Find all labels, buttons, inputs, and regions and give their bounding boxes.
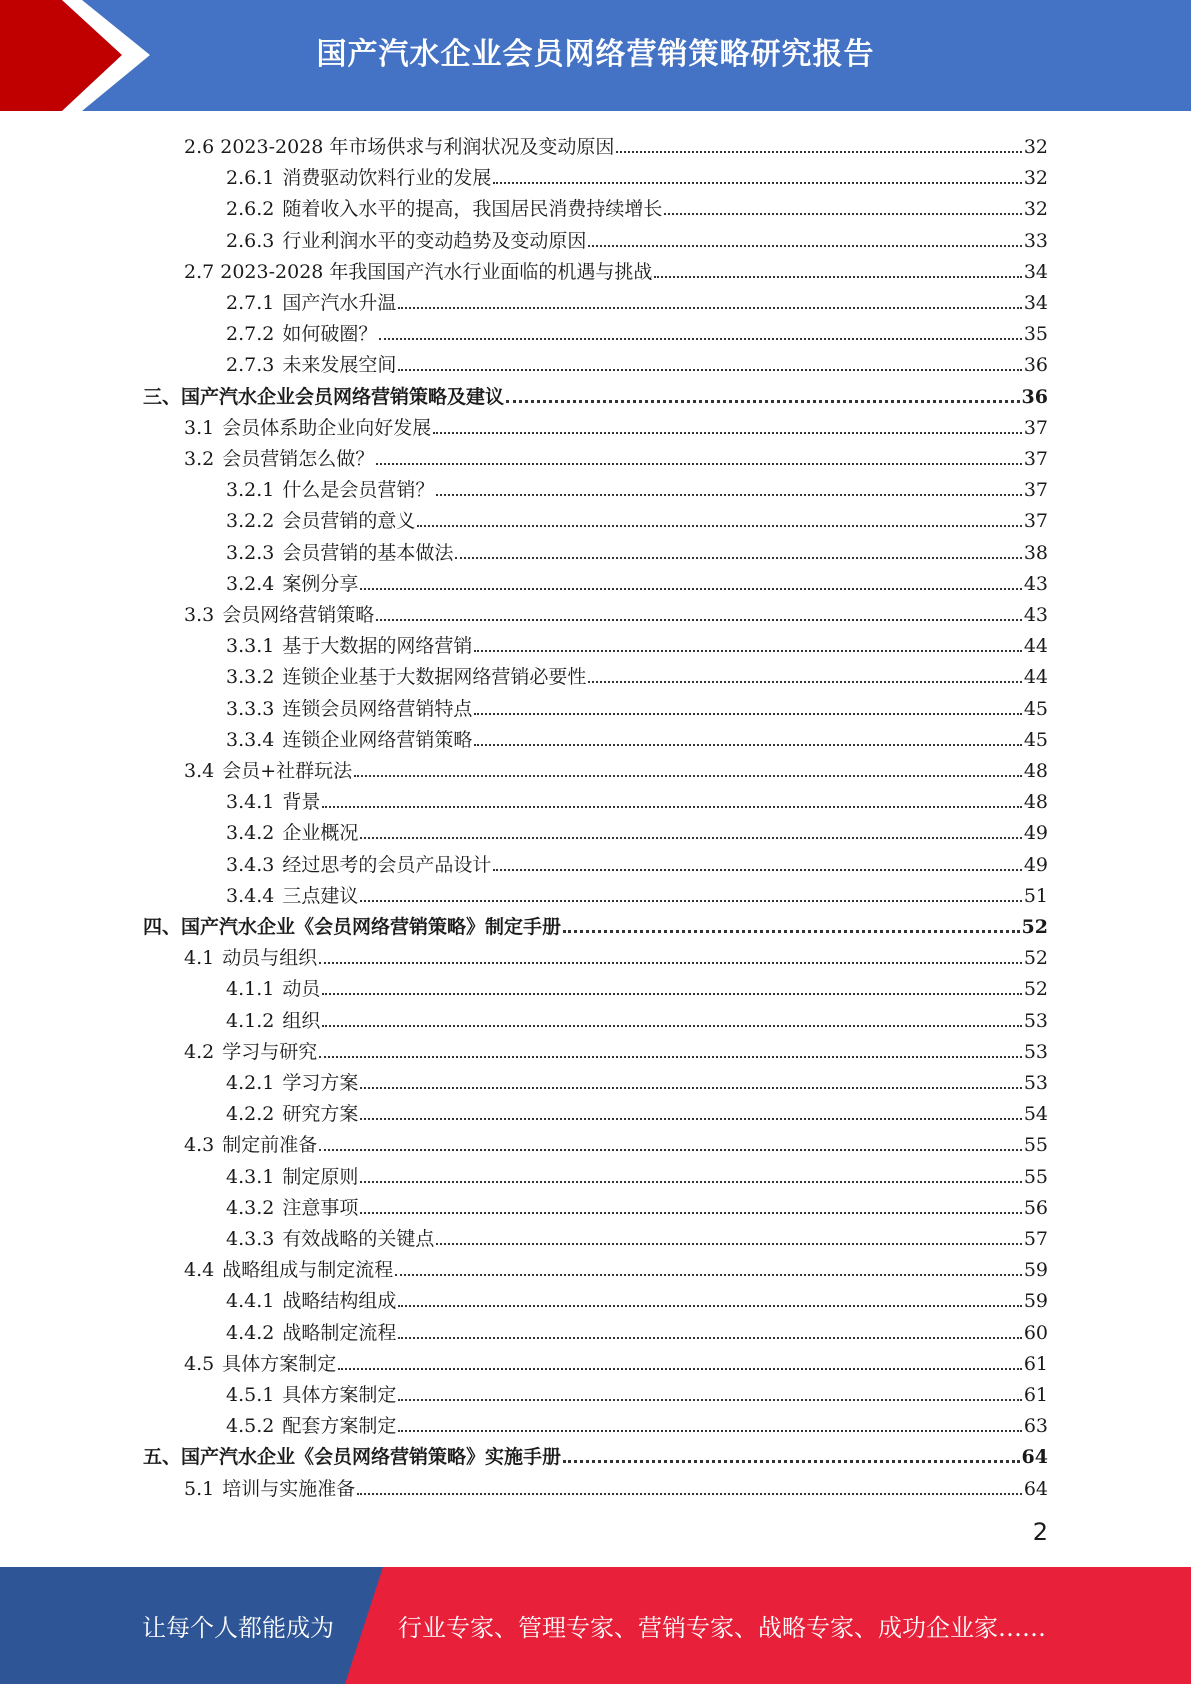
toc-entry-page: 38 — [1023, 541, 1048, 564]
toc-entry-page: 64 — [1021, 1446, 1048, 1469]
toc-entry-page: 52 — [1023, 947, 1048, 970]
page-footer — [0, 1567, 1191, 1684]
toc-entry-text: 会员营销的意义 — [282, 510, 416, 533]
toc-entry-text: 三点建议 — [282, 884, 359, 907]
toc-entry-number: 4.1 — [184, 947, 215, 970]
toc-dot-leader — [360, 837, 1021, 839]
toc-entry-number: 2.7.2 — [226, 323, 275, 346]
toc-entry-page: 48 — [1023, 791, 1048, 814]
toc-entry-title — [184, 1041, 319, 1063]
toc-entry-text: 基于大数据的网络营销 — [282, 635, 473, 658]
toc-entry[interactable] — [226, 1313, 1048, 1344]
toc-dot-leader — [360, 900, 1021, 902]
toc-entry-number: 4.5.1 — [226, 1384, 275, 1406]
toc-entry-text: 什么是会员营销？ — [282, 479, 435, 502]
footer-slogan-left: 让每个人都能成为 — [142, 1614, 334, 1642]
toc-entry-title — [143, 1446, 563, 1468]
toc-dot-leader — [474, 650, 1021, 652]
toc-entry-number: 2.7.3 — [226, 354, 275, 377]
toc-entry-number: 4.4.1 — [226, 1290, 275, 1313]
toc-entry-title — [226, 1166, 360, 1188]
footer-slogan-right: 行业专家、管理专家、营销专家、战略专家、成功企业家…… — [398, 1614, 1046, 1642]
toc-entry-text: 有效战略的关键点 — [282, 1228, 435, 1250]
toc-entry-title — [226, 666, 588, 688]
toc-entry[interactable] — [226, 189, 1048, 220]
toc-entry-page: 56 — [1023, 1196, 1048, 1219]
toc-entry[interactable] — [226, 689, 1048, 720]
toc-entry-text: 四、国产汽水企业《会员网络营销策略》制定手册 — [143, 916, 562, 938]
toc-entry[interactable] — [184, 1032, 1048, 1063]
toc-dot-leader — [360, 1087, 1021, 1089]
toc-entry-text: 战略结构组成 — [282, 1290, 397, 1313]
toc-entry-title — [226, 1010, 322, 1032]
toc-entry-text: 战略组成与制定流程 — [222, 1259, 394, 1282]
toc-entry-text: 动员 — [282, 978, 321, 1001]
toc-dot-leader — [398, 1305, 1021, 1307]
toc-entry-number: 3.2 — [184, 448, 215, 470]
toc-entry-text: 制定原则 — [282, 1165, 359, 1188]
toc-entry-text: 2.6 2023-2028 年市场供求与利润状况及变动原因 — [184, 136, 615, 158]
toc-entry-title — [226, 885, 360, 907]
toc-dot-leader — [360, 1212, 1021, 1214]
toc-entry-text: 制定前准备 — [222, 1134, 318, 1157]
toc-entry-page: 44 — [1023, 666, 1048, 689]
toc-dot-leader — [436, 494, 1021, 496]
toc-entry-title — [226, 978, 322, 1000]
toc-dot-leader — [319, 962, 1022, 964]
toc-dot-leader — [322, 806, 1021, 808]
toc-entry[interactable] — [184, 751, 1048, 782]
toc-entry-number: 3.3.2 — [226, 666, 275, 689]
toc-entry-number: 3.2.4 — [226, 572, 275, 595]
toc-entry[interactable] — [184, 408, 1048, 439]
toc-entry-page: 33 — [1023, 229, 1048, 252]
toc-entry-page: 37 — [1023, 510, 1048, 533]
toc-entry[interactable] — [143, 907, 1048, 938]
toc-entry-title — [226, 1228, 436, 1250]
toc-entry-page: 57 — [1023, 1228, 1048, 1250]
toc-entry-title — [226, 635, 474, 657]
toc-entry-number: 3.4.1 — [226, 791, 275, 814]
toc-entry-title — [184, 448, 376, 470]
toc-entry-page: 52 — [1021, 916, 1048, 938]
toc-entry[interactable] — [226, 221, 1048, 252]
toc-entry-page: 63 — [1023, 1415, 1048, 1438]
toc-entry[interactable] — [226, 470, 1048, 501]
toc-dot-leader — [433, 432, 1022, 434]
toc-entry-text: 学习与研究 — [222, 1040, 318, 1063]
toc-entry[interactable] — [226, 876, 1048, 907]
toc-dot-leader — [506, 400, 1020, 403]
toc-entry-number: 3.4 — [184, 760, 215, 782]
toc-entry-number: 4.3.2 — [226, 1196, 275, 1219]
toc-entry-text: 未来发展空间 — [282, 354, 397, 377]
toc-entry-text: 消费驱动饮料行业的发展 — [282, 167, 492, 190]
toc-entry-text: 案例分享 — [282, 572, 359, 595]
toc-entry-title — [226, 1197, 360, 1219]
toc-entry-page: 44 — [1023, 635, 1048, 658]
toc-entry-number: 4.2 — [184, 1040, 215, 1063]
toc-entry-text: 配套方案制定 — [282, 1415, 397, 1438]
toc-entry-number: 3.2.3 — [226, 541, 275, 564]
toc-entry[interactable] — [226, 1281, 1048, 1312]
toc-entry-page: 35 — [1023, 323, 1048, 346]
toc-entry-number: 3.2.1 — [226, 479, 275, 502]
toc-entry-number: 2.6.2 — [226, 198, 275, 221]
report-title: 国产汽水企业会员网络营销策略研究报告 — [316, 37, 875, 72]
toc-entry-title — [226, 1072, 360, 1094]
page-header — [0, 0, 1191, 111]
toc-entry-page: 45 — [1023, 697, 1048, 720]
toc-entry-page: 52 — [1023, 978, 1048, 1001]
toc-dot-leader — [436, 1243, 1021, 1245]
toc-entry-text: 国产汽水升温 — [282, 292, 397, 314]
toc-dot-leader — [360, 588, 1021, 590]
toc-entry-number: 3.4.3 — [226, 853, 275, 876]
toc-entry-number: 4.2.2 — [226, 1103, 275, 1126]
toc-entry-text: 会员营销怎么做？ — [222, 448, 375, 470]
toc-dot-leader — [354, 775, 1022, 777]
toc-entry-text: 连锁企业网络营销策略 — [282, 728, 473, 751]
toc-entry-text: 2.7 2023-2028 年我国国产汽水行业面临的机遇与挑战 — [184, 260, 653, 283]
toc-entry-title — [226, 1384, 398, 1406]
toc-entry-title — [184, 261, 654, 283]
toc-entry-number: 2.7.1 — [226, 292, 275, 314]
toc-entry-number: 4.4.2 — [226, 1321, 275, 1344]
toc-entry-page: 36 — [1021, 385, 1048, 408]
toc-dot-leader — [455, 557, 1021, 559]
toc-entry[interactable] — [226, 782, 1048, 813]
toc-entry-text: 战略制定流程 — [282, 1321, 397, 1344]
toc-entry-title — [184, 760, 354, 782]
toc-entry-text: 连锁企业基于大数据网络营销必要性 — [282, 666, 587, 689]
toc-entry[interactable] — [226, 969, 1048, 1000]
toc-entry[interactable] — [184, 439, 1048, 470]
toc-entry-page: 53 — [1023, 1009, 1048, 1032]
toc-entry-title — [184, 136, 616, 158]
toc-entry-page: 61 — [1023, 1384, 1048, 1406]
toc-dot-leader — [398, 1399, 1021, 1401]
toc-entry[interactable] — [226, 1094, 1048, 1125]
toc-entry-page: 32 — [1023, 198, 1048, 221]
toc-entry-page: 37 — [1023, 479, 1048, 502]
toc-entry-number: 3.3.3 — [226, 697, 275, 720]
toc-entry[interactable] — [226, 1063, 1048, 1094]
toc-dot-leader — [322, 1025, 1021, 1027]
toc-entry[interactable] — [226, 1188, 1048, 1219]
toc-entry-page: 37 — [1023, 448, 1048, 470]
toc-dot-leader — [357, 1493, 1022, 1495]
toc-entry[interactable] — [226, 158, 1048, 189]
toc-entry-text: 组织 — [282, 1009, 321, 1032]
toc-entry-title — [184, 1353, 338, 1375]
toc-dot-leader — [493, 869, 1021, 871]
toc-dot-leader — [474, 713, 1021, 715]
toc-entry-text: 注意事项 — [282, 1196, 359, 1219]
toc-entry-text: 经过思考的会员产品设计 — [282, 853, 492, 876]
toc-entry-page: 34 — [1023, 292, 1048, 314]
toc-entry[interactable] — [226, 345, 1048, 376]
toc-entry[interactable] — [184, 127, 1048, 158]
toc-dot-leader — [664, 213, 1021, 215]
toc-entry-text: 行业利润水平的变动趋势及变动原因 — [282, 229, 587, 252]
toc-dot-leader — [319, 1149, 1022, 1151]
toc-entry[interactable] — [184, 1250, 1048, 1281]
toc-dot-leader — [379, 338, 1021, 340]
toc-dot-leader — [588, 681, 1021, 683]
toc-entry-text: 随着收入水平的提高，我国居民消费持续增长 — [282, 198, 663, 221]
toc-dot-leader — [338, 1368, 1022, 1370]
toc-entry-text: 具体方案制定 — [222, 1352, 337, 1375]
toc-dot-leader — [376, 463, 1022, 465]
toc-entry-number: 4.3.3 — [226, 1228, 275, 1250]
toc-entry-title — [226, 292, 398, 314]
toc-entry-text: 会员营销的基本做法 — [282, 541, 454, 564]
toc-entry-number: 4.4 — [184, 1259, 215, 1282]
toc-entry[interactable] — [226, 813, 1048, 844]
toc-entry-title — [184, 1134, 319, 1156]
toc-entry-page: 36 — [1023, 354, 1048, 377]
toc-entry-page: 32 — [1023, 167, 1048, 190]
toc-entry[interactable] — [226, 314, 1048, 345]
toc-dot-leader — [563, 1460, 1020, 1463]
toc-entry-number: 2.6.3 — [226, 229, 275, 252]
toc-entry-title — [226, 510, 417, 532]
toc-dot-leader — [360, 1181, 1021, 1183]
toc-entry-number: 4.3.1 — [226, 1165, 275, 1188]
toc-entry-page: 53 — [1023, 1072, 1048, 1094]
toc-entry-text: 企业概况 — [282, 822, 359, 845]
toc-dot-leader — [322, 993, 1021, 995]
toc-entry-title — [226, 698, 474, 720]
toc-entry[interactable] — [226, 533, 1048, 564]
toc-entry-title — [226, 1415, 398, 1437]
toc-entry-number: 4.5.2 — [226, 1415, 275, 1438]
toc-dot-leader — [493, 182, 1021, 184]
toc-entry-title — [226, 573, 360, 595]
toc-entry[interactable] — [184, 1469, 1048, 1500]
toc-entry-text: 动员与组织 — [222, 947, 318, 970]
toc-entry-title — [226, 729, 474, 751]
toc-entry-title — [143, 916, 563, 938]
toc-dot-leader — [563, 930, 1020, 933]
toc-entry[interactable] — [226, 626, 1048, 657]
toc-entry-title — [226, 354, 398, 376]
page-number: 2 — [1032, 1518, 1048, 1546]
toc-entry-number: 3.2.2 — [226, 510, 275, 533]
toc-dot-leader — [588, 245, 1021, 247]
toc-entry[interactable] — [226, 1001, 1048, 1032]
toc-dot-leader — [360, 1118, 1021, 1120]
toc-entry[interactable] — [184, 595, 1048, 626]
toc-entry-title — [226, 822, 360, 844]
toc-entry-page: 59 — [1023, 1259, 1048, 1282]
toc-entry-text: 背景 — [282, 791, 321, 814]
toc-entry-text: 如何破圈？ — [282, 323, 378, 346]
toc-entry-title — [184, 947, 319, 969]
toc-entry-title — [184, 1259, 395, 1281]
toc-entry-text: 学习方案 — [282, 1072, 359, 1094]
toc-entry-text: 会员体系助企业向好发展 — [222, 416, 432, 439]
toc-entry[interactable] — [143, 1437, 1048, 1468]
toc-entry-page: 37 — [1023, 416, 1048, 439]
toc-entry[interactable] — [226, 720, 1048, 751]
toc-entry-text: 三、国产汽水企业会员网络营销策略及建议 — [143, 385, 505, 408]
toc-entry-title — [226, 198, 664, 220]
toc-entry-text: 五、国产汽水企业《会员网络营销策略》实施手册 — [143, 1446, 562, 1469]
toc-entry[interactable] — [226, 1375, 1048, 1406]
toc-dot-leader — [376, 619, 1022, 621]
toc-entry-title — [226, 167, 493, 189]
toc-entry-number: 3.3 — [184, 604, 215, 626]
toc-entry-title — [226, 323, 379, 345]
toc-entry-title — [143, 386, 506, 408]
toc-entry-title — [184, 1478, 357, 1500]
toc-entry-title — [226, 1103, 360, 1125]
toc-entry[interactable] — [226, 283, 1048, 314]
toc-entry[interactable] — [226, 501, 1048, 532]
toc-entry-number: 3.4.2 — [226, 822, 275, 845]
toc-entry-number: 2.6.1 — [226, 167, 275, 190]
toc-dot-leader — [398, 369, 1021, 371]
toc-dot-leader — [319, 1056, 1022, 1058]
toc-dot-leader — [616, 151, 1021, 153]
toc-entry-title — [226, 854, 493, 876]
toc-entry-page: 48 — [1023, 760, 1048, 782]
toc-entry-text: 培训与实施准备 — [222, 1477, 356, 1500]
toc-entry-title — [184, 417, 433, 439]
toc-dot-leader — [654, 276, 1021, 278]
toc-entry[interactable] — [226, 845, 1048, 876]
toc-entry-number: 3.3.1 — [226, 635, 275, 658]
toc-entry-text: 会员网络营销策略 — [222, 604, 375, 626]
toc-entry[interactable] — [184, 1125, 1048, 1156]
toc-entry-number: 3.4.4 — [226, 884, 275, 907]
toc-dot-leader — [395, 1274, 1022, 1276]
toc-entry-page: 43 — [1023, 572, 1048, 595]
toc-entry-page: 49 — [1023, 822, 1048, 845]
toc-entry-page: 55 — [1023, 1165, 1048, 1188]
toc-entry[interactable] — [226, 657, 1048, 688]
toc-entry-text: 研究方案 — [282, 1103, 359, 1126]
toc-entry[interactable] — [226, 1219, 1048, 1250]
toc-entry-title — [226, 230, 588, 252]
toc-entry-text: 会员+社群玩法 — [222, 760, 353, 782]
toc-entry-number: 4.3 — [184, 1134, 215, 1157]
toc-dot-leader — [398, 1430, 1021, 1432]
toc-entry[interactable] — [143, 377, 1048, 408]
toc-entry-page: 45 — [1023, 728, 1048, 751]
toc-entry-number: 3.3.4 — [226, 728, 275, 751]
toc-entry-page: 34 — [1023, 260, 1048, 283]
toc-entry-text: 连锁会员网络营销特点 — [282, 697, 473, 720]
toc-entry-number: 3.1 — [184, 416, 215, 439]
toc-dot-leader — [417, 525, 1021, 527]
toc-entry[interactable] — [226, 1406, 1048, 1437]
toc-entry-page: 43 — [1023, 604, 1048, 626]
toc-entry-number: 5.1 — [184, 1477, 215, 1500]
toc-entry-title — [226, 542, 455, 564]
toc-entry[interactable] — [184, 938, 1048, 969]
toc-entry-title — [226, 1322, 398, 1344]
toc-entry-page: 60 — [1023, 1321, 1048, 1344]
toc-entry-page: 61 — [1023, 1352, 1048, 1375]
toc-entry-page: 51 — [1023, 884, 1048, 907]
toc-entry-title — [184, 604, 376, 626]
toc-dot-leader — [474, 744, 1021, 746]
toc-entry-number: 4.5 — [184, 1352, 215, 1375]
toc-dot-leader — [398, 307, 1021, 309]
toc-entry-number: 4.1.1 — [226, 978, 275, 1001]
toc-entry[interactable] — [226, 1157, 1048, 1188]
toc-entry-page: 55 — [1023, 1134, 1048, 1157]
toc-entry-page: 54 — [1023, 1103, 1048, 1126]
toc-entry-number: 4.1.2 — [226, 1009, 275, 1032]
toc-entry-page: 32 — [1023, 136, 1048, 158]
toc-entry[interactable] — [184, 1344, 1048, 1375]
toc-entry-number: 4.2.1 — [226, 1072, 275, 1094]
toc-entry[interactable] — [184, 252, 1048, 283]
toc-entry-page: 59 — [1023, 1290, 1048, 1313]
toc-entry-page: 49 — [1023, 853, 1048, 876]
toc-entry-text: 具体方案制定 — [282, 1384, 397, 1406]
toc-dot-leader — [398, 1337, 1021, 1339]
toc-entry-page: 64 — [1023, 1477, 1048, 1500]
toc-entry-title — [226, 479, 436, 501]
toc-entry-title — [226, 1290, 398, 1312]
toc-entry-page: 53 — [1023, 1040, 1048, 1063]
toc-entry-title — [226, 791, 322, 813]
toc-entry[interactable] — [226, 564, 1048, 595]
